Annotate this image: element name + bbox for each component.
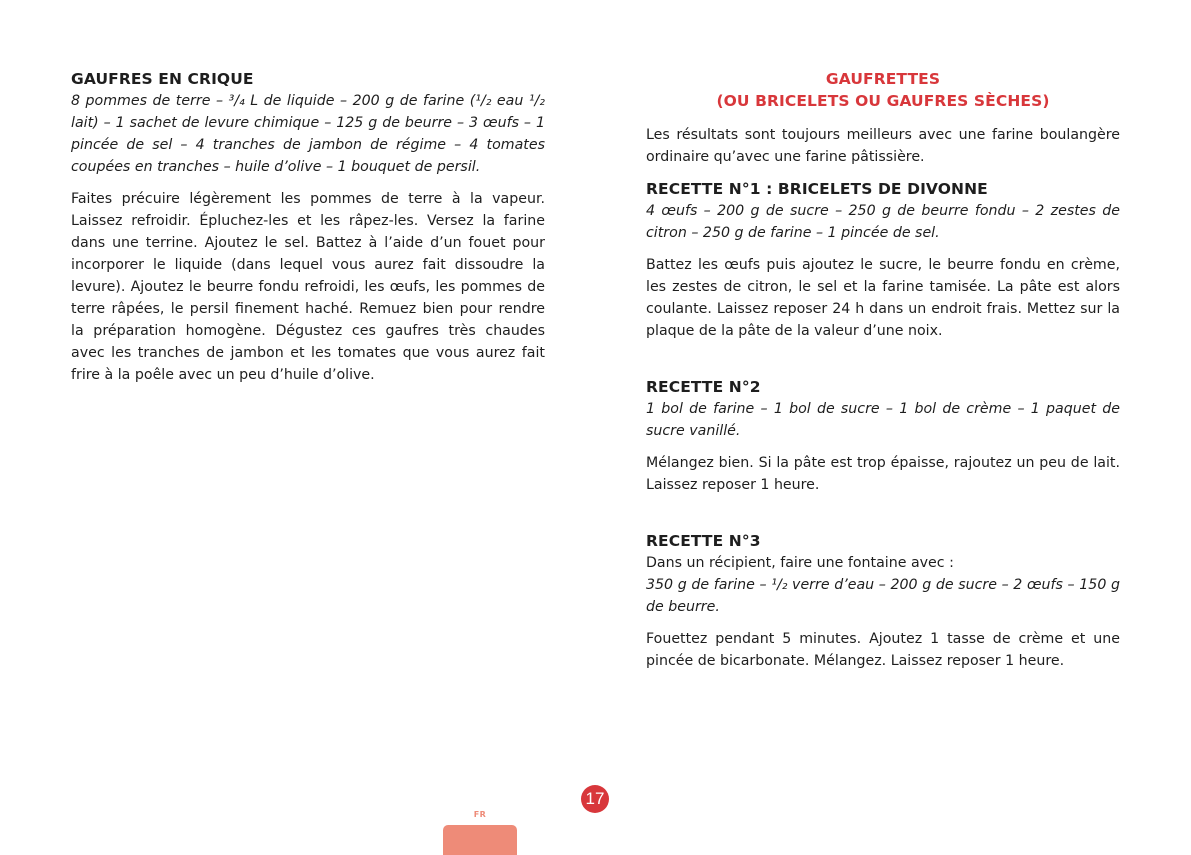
recipe2-instructions: Mélangez bien. Si la pâte est trop épaisse, rajoutez un peu de lait. Laissez reposer 1 heure. [646, 455, 1120, 493]
recipe3-instructions: Fouettez pendant 5 minutes. Ajoutez 1 tasse de crème et une pincée de bicarbonate. Mélangez. Laissez reposer 1 heure. [646, 631, 1120, 669]
recipe3-ingredients: 350 g de farine – ¹/₂ verre d’eau – 200 g de sucre – 2 œufs – 150 g de beurre. [646, 577, 1120, 615]
intro-text: Les résultats sont toujours meilleurs avec une farine boulangère ordinaire qu’avec une farine pâtissière. [646, 127, 1120, 165]
instructions-text: Faites précuire légèrement les pommes de terre à la vapeur. Laissez refroidir. Épluchez-les et les râpez-les. Versez la farine dans une terrine. Ajoutez le sel. Battez à l’aide d’un fouet pour incorporer le liquide (dans lequel vous aurez fait dissoudre la levure). Ajoutez le beurre fondu refroidi, les œufs, les pommes de terre râpées, le persil finement haché. Remuez bien pour rendre la préparation homogène. Dégustez ces gaufres très chaudes avec les tranches de jambon et les tomates que vous aurez fait frire à la poêle avec un peu d’huile d’olive. [71, 191, 545, 383]
left-column [71, 68, 545, 386]
ingredients-list: 8 pommes de terre – ³/₄ L de liquide – 200 g de farine (¹/₂ eau ¹/₂ lait) – 1 sachet de levure chimique – 125 g de beurre – 3 œufs – 1 pincée de sel – 4 tranches de jambon de régime – 4 tomates coupées en tranches – huile d’olive – 1 bouquet de persil. [71, 93, 545, 175]
recipe1-ingredients: 4 œufs – 200 g de sucre – 250 g de beurre fondu – 2 zestes de citron – 250 g de farine – 1 pincée de sel. [646, 203, 1120, 241]
recipe3-lead: Dans un récipient, faire une fontaine avec : [646, 555, 954, 571]
section-title-line2: (OU BRICELETS OU GAUFRES SÈCHES) [716, 92, 1050, 110]
section-title [646, 68, 1120, 112]
recipe-title: GAUFRES EN CRIQUE [71, 70, 254, 88]
recipe1-title: RECETTE N°1 : BRICELETS DE DIVONNE [646, 180, 988, 198]
right-column [646, 68, 1120, 672]
page-number-badge: 17 [581, 785, 609, 813]
recipe2-ingredients: 1 bol de farine – 1 bol de sucre – 1 bol de crème – 1 paquet de sucre vanillé. [646, 401, 1120, 439]
recipe1-instructions: Battez les œufs puis ajoutez le sucre, le beurre fondu en crème, les zestes de citron, le sel et la farine tamisée. La pâte est alors coulante. Laissez reposer 24 h dans un endroit frais. Mettez sur la plaque de la pâte de la valeur d’une noix. [646, 257, 1120, 339]
recipe3-title: RECETTE N°3 [646, 532, 761, 550]
language-label: FR [473, 810, 487, 819]
section-title-line1: GAUFRETTES [825, 70, 941, 88]
language-tab [443, 825, 517, 855]
recipe2-title: RECETTE N°2 [646, 378, 761, 396]
